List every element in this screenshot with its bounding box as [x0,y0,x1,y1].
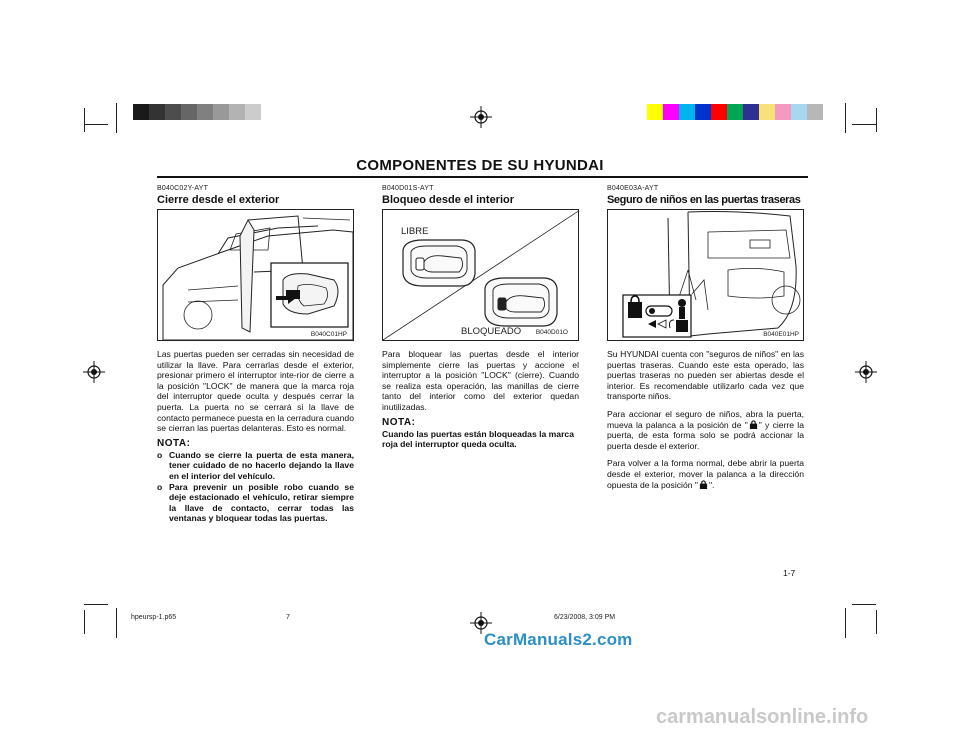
color-swatch [133,104,149,120]
section-body [607,349,804,490]
crop-mark [116,608,117,638]
page-number: 1-7 [783,568,796,578]
color-swatch [197,104,213,120]
registration-mark-icon [83,361,105,383]
page-title: COMPONENTES DE SU HYUNDAI [356,157,604,174]
crop-mark [876,108,877,132]
section-heading: Seguro de niños en las puertas traseras [607,194,801,206]
watermark-bottom[interactable]: carmanualsonline.info [656,706,869,728]
section-code: B040C02Y-AYT [157,185,209,192]
color-swatch [679,104,695,120]
gray-color-bar [133,104,261,120]
crop-mark [84,108,85,132]
color-swatch [229,104,245,120]
color-swatch [165,104,181,120]
label-libre: LIBRE [401,226,429,237]
figure-code: B040D01O [535,329,568,336]
color-swatch [149,104,165,120]
rear-door-illustration [608,210,804,341]
color-swatch [663,104,679,120]
figure-code: B040E01HP [763,331,799,338]
registration-mark-icon [855,361,877,383]
section-child-lock [607,185,804,497]
registration-mark-icon [470,106,492,128]
color-swatch [711,104,727,120]
section-exterior-lock [157,185,354,524]
color-swatch [743,104,759,120]
figure-rear-door [607,209,804,341]
section-code: B040D01S-AYT [382,185,434,192]
color-swatch [775,104,791,120]
note-list [157,450,354,524]
title-rule [157,176,808,178]
color-swatch [213,104,229,120]
section-code: B040E03A-AYT [607,185,659,192]
note-bullet: o [157,481,163,492]
child-lock-paragraph: Para accionar el seguro de niños, abra la puerta, mueva la palanca a la posición de " " y cierre la puerta, de esta forma solo se podrá accionar la puerta desde el exterior. [607,408,804,451]
process-color-bar [647,104,823,120]
child-lock-paragraph: Su HYUNDAI cuenta con "seguros de niños" en las puertas traseras. Cuando este esta operado, las puertas traseras no pueden ser abiertas desde el interior. Es recomendable utilizarlo cada vez que transporte niños. [607,349,804,402]
crop-mark [845,103,846,133]
note-text: Cuando las puertas están bloqueadas la marca roja del interruptor queda oculta. [382,428,574,450]
lock-icon [749,420,758,429]
section-interior-lock [382,185,579,450]
color-swatch [759,104,775,120]
crop-mark [116,103,117,133]
color-swatch [695,104,711,120]
crop-mark [84,610,85,634]
color-swatch [181,104,197,120]
section-body: Para bloquear las puertas desde el interior simplemente cierre las puertas y accione el interruptor a la posición "LOCK" (cierre). Cuando se realiza esta operación, las manillas de cierre tanto del interior como del exterior quedan inutilizadas. [382,349,579,412]
color-swatch [647,104,663,120]
footer-timestamp: 6/23/2008, 3:09 PM [554,614,616,621]
note-title: NOTA: [382,416,416,428]
child-lock-paragraph: Para volver a la forma normal, debe abrir la puerta desde el exterior, mover la palanca a la dirección opuesta de la posición " ". [607,458,804,490]
crop-mark [852,604,876,605]
section-body: Las puertas pueden ser cerradas sin necesidad de utilizar la llave. Para cerrarlas desde el exterior, presionar primero el interruptor inte-rior de cierre a la posición "LOCK" de manera que la marca roja del interruptor quede oculta y después cerrar la puerta. La puerta no se cerrará si la llave de contacto permanece puesta en la cerradura cuando se cierran las puertas delanteras. Esto es normal. [157,349,354,434]
lock-letter: L [625,326,629,333]
color-swatch [807,104,823,120]
note-bullet: o [157,449,163,460]
color-swatch [791,104,807,120]
crop-mark [852,124,876,125]
crop-mark [845,608,846,638]
note-item: o Para prevenir un posible robo cuando se deje estacionado el vehículo, retirar siempre la llave de contacto, cerrar todas las ventanas y bloquear todas las puertas. [157,481,354,524]
car-door-illustration [158,210,354,341]
color-swatch [245,104,261,120]
lock-icon [699,480,708,489]
section-heading: Bloqueo desde el interior [382,194,515,206]
label-bloqueado: BLOQUEADO [461,326,522,337]
color-swatch [727,104,743,120]
note-item: o Cuando se cierre la puerta de esta manera, tener cuidado de no hacerlo dejando la llave en el interior del vehículo. [157,449,354,481]
crop-mark [876,610,877,634]
crop-mark [84,124,108,125]
figure-exterior-door [157,209,354,341]
figure-code: B040C01HP [310,331,347,338]
crop-mark [84,604,108,605]
section-heading: Cierre desde el exterior [157,194,280,206]
footer-filename: hpeursp-1.p65 [131,614,177,621]
figure-interior-handles [382,209,579,341]
note-title: NOTA: [157,437,191,449]
footer-sheet: 7 [286,614,290,621]
watermark-top[interactable]: CarManuals2.com [484,630,633,649]
